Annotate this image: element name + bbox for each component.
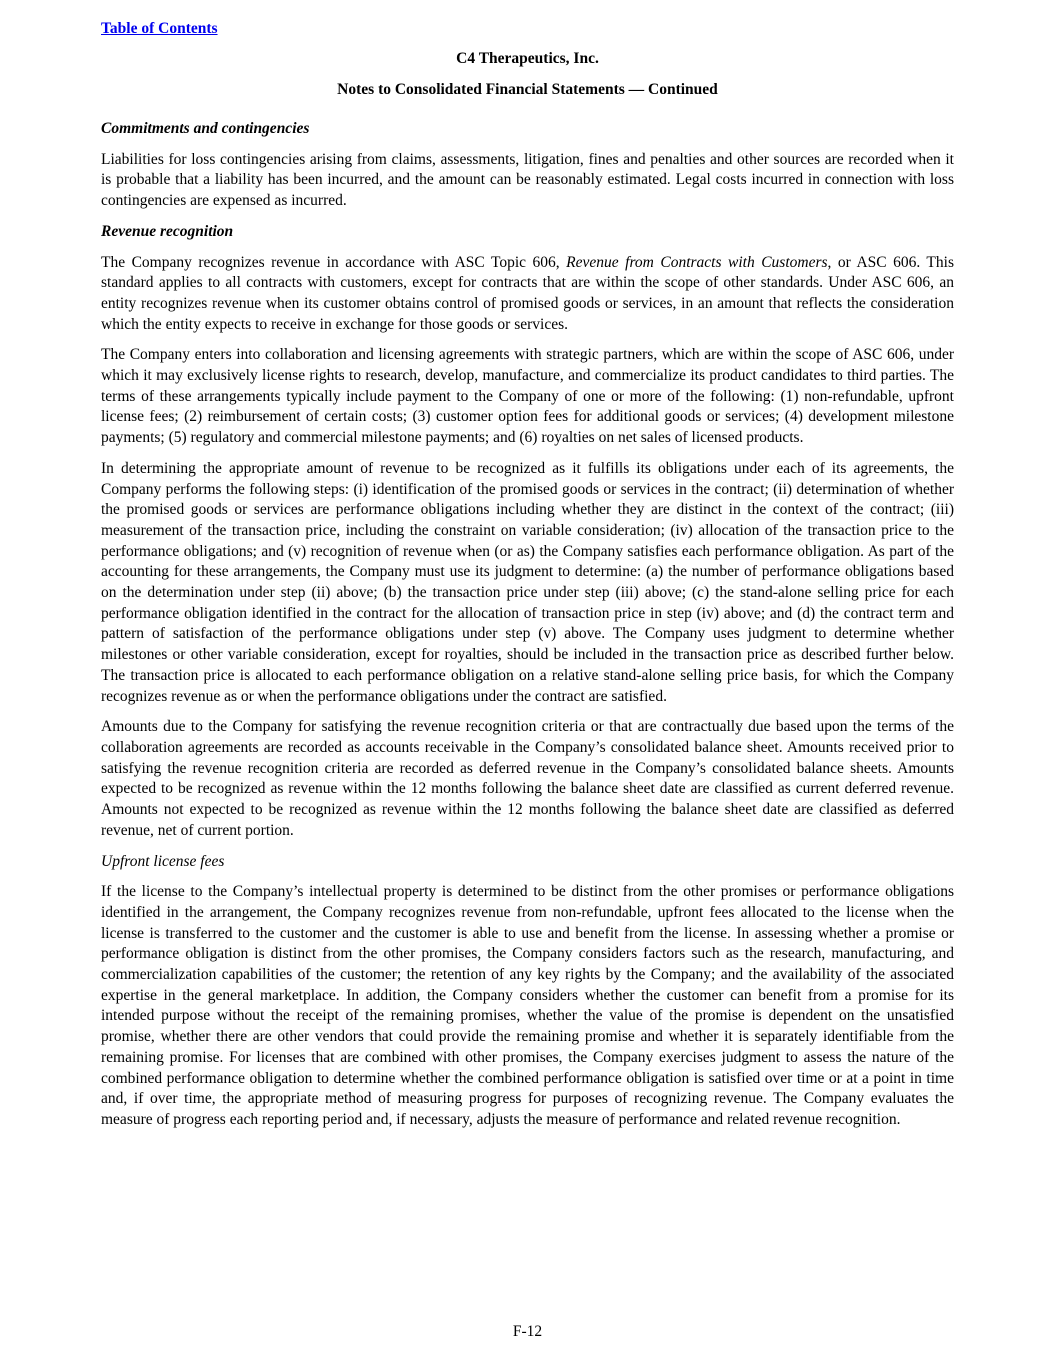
- revenue-p1-text-end: , or ASC 606. This standard applies to all contracts with customers, except for contracts that are within the scope of other standards. Under ASC 606, an entity recognizes revenue when its customer obtains control of promised goods or services, in an amount that reflects the consideration which the entity expects to receive in exchange for those goods or services.: [101, 253, 954, 333]
- revenue-paragraph-1: [101, 253, 954, 336]
- commitments-heading: Commitments and contingencies: [101, 120, 310, 137]
- upfront-license-fees-paragraph: If the license to the Company’s intellectual property is determined to be distinct from the other promises or performance obligations identified in the arrangement, the Company recognizes revenue from non-refundable, upfront fees allocated to the license when the license is transferred to the customer and the customer is able to use and benefit from the license. In assessing whether a promise or performance obligation is distinct from the other promises, the Company considers factors such as the research, manufacturing, and commercialization capabilities of the customer; the retention of any key rights by the Company; and the availability of the associated expertise in the general marketplace. In addition, the Company considers whether the customer can benefit from a promise for its intended purpose without the receipt of the remaining promises, whether the value of the promise is dependent on the unsatisfied promise, whether there are other vendors that could provide the remaining promise and whether it is separately identifiable from the remaining promise. For licenses that are combined with other promises, the Company exercises judgment to assess the nature of the combined performance obligation to determine whether the combined performance obligation is satisfied over time or at a point in time and, if over time, the appropriate method of measuring progress for purposes of recognizing revenue. The Company evaluates the measure of progress each reporting period and, if necessary, adjusts the measure of performance and related revenue recognition.: [101, 883, 954, 1128]
- revenue-p1-standard-title: Revenue from Contracts with Customers: [566, 253, 828, 271]
- revenue-recognition-heading: Revenue recognition: [101, 222, 234, 240]
- company-name: C4 Therapeutics, Inc.: [456, 50, 599, 67]
- revenue-paragraph-3: In determining the appropriate amount of revenue to be recognized as it fulfills its obligations under each of its agreements, the Company performs the following steps: (i) identification of the promised goods or services in the contract; (ii) determination of whether the promised goods or services are performance obligations including whether they are distinct in the context of the contract; (iii) measurement of the transaction price, including the constraint on variable consideration; (iv) allocation of the transaction price to the performance obligations; and (v) recognition of revenue when (or as) the Company satisfies each performance obligation. As part of the accounting for these arrangements, the Company must use its judgment to determine: (a) the number of performance obligations based on the determination under step (ii) above; (b) the transaction price under step (iii) above; (c) the stand-alone selling price for each performance obligation identified in the contract for the allocation of transaction price in step (iv) above; and (d) the contract term and pattern of satisfaction of the performance obligations under step (v) above. The Company uses judgment to determine whether milestones or other variable consideration, except for royalties, should be included in the transaction price as described further below. The transaction price is allocated to each performance obligation on a relative stand-alone selling price basis, for which the Company recognizes revenue as or when the performance obligations under the contract are satisfied.: [101, 459, 954, 705]
- revenue-p1-text-start: The Company recognizes revenue in accordance with ASC Topic 606,: [101, 253, 567, 271]
- commitments-paragraph: Liabilities for loss contingencies arising from claims, assessments, litigation, fines and penalties and other sources are recorded when it is probable that a liability has been incurred, and the amount can be reasonably estimated. Legal costs incurred in connection with loss contingencies are expensed as incurred.: [101, 150, 954, 210]
- revenue-paragraph-4: Amounts due to the Company for satisfying the revenue recognition criteria or that are contractually due based upon the terms of the collaboration agreements are recorded as accounts receivable in the Company’s consolidated balance sheet. Amounts received prior to satisfying the revenue recognition criteria are recorded as deferred revenue in the Company’s consolidated balance sheets. Amounts expected to be recognized as revenue within the 12 months following the balance sheet date are classified as current deferred revenue. Amounts not expected to be recognized as revenue within the 12 months following the balance sheet date are classified as deferred revenue, net of current portion.: [101, 718, 954, 839]
- page-subtitle: Notes to Consolidated Financial Statements — Continued: [337, 81, 718, 98]
- page-number: F-12: [512, 1323, 543, 1340]
- upfront-license-fees-heading: Upfront license fees: [101, 852, 225, 870]
- revenue-paragraph-2: The Company enters into collaboration and licensing agreements with strategic partners, which are within the scope of ASC 606, under which it may exclusively license rights to research, develop, manufacture, and commercialize its product candidates to third parties. The terms of these arrangements typically include payment to the Company of one or more of the following: (1) non-refundable, upfront license fees; (2) reimbursement of certain costs; (3) customer option fees for additional goods or services; (4) development milestone payments; (5) regulatory and commercial milestone payments; and (6) royalties on net sales of licensed products.: [101, 346, 954, 447]
- table-of-contents-link[interactable]: Table of Contents: [101, 20, 218, 37]
- document-page: [101, 18, 954, 1131]
